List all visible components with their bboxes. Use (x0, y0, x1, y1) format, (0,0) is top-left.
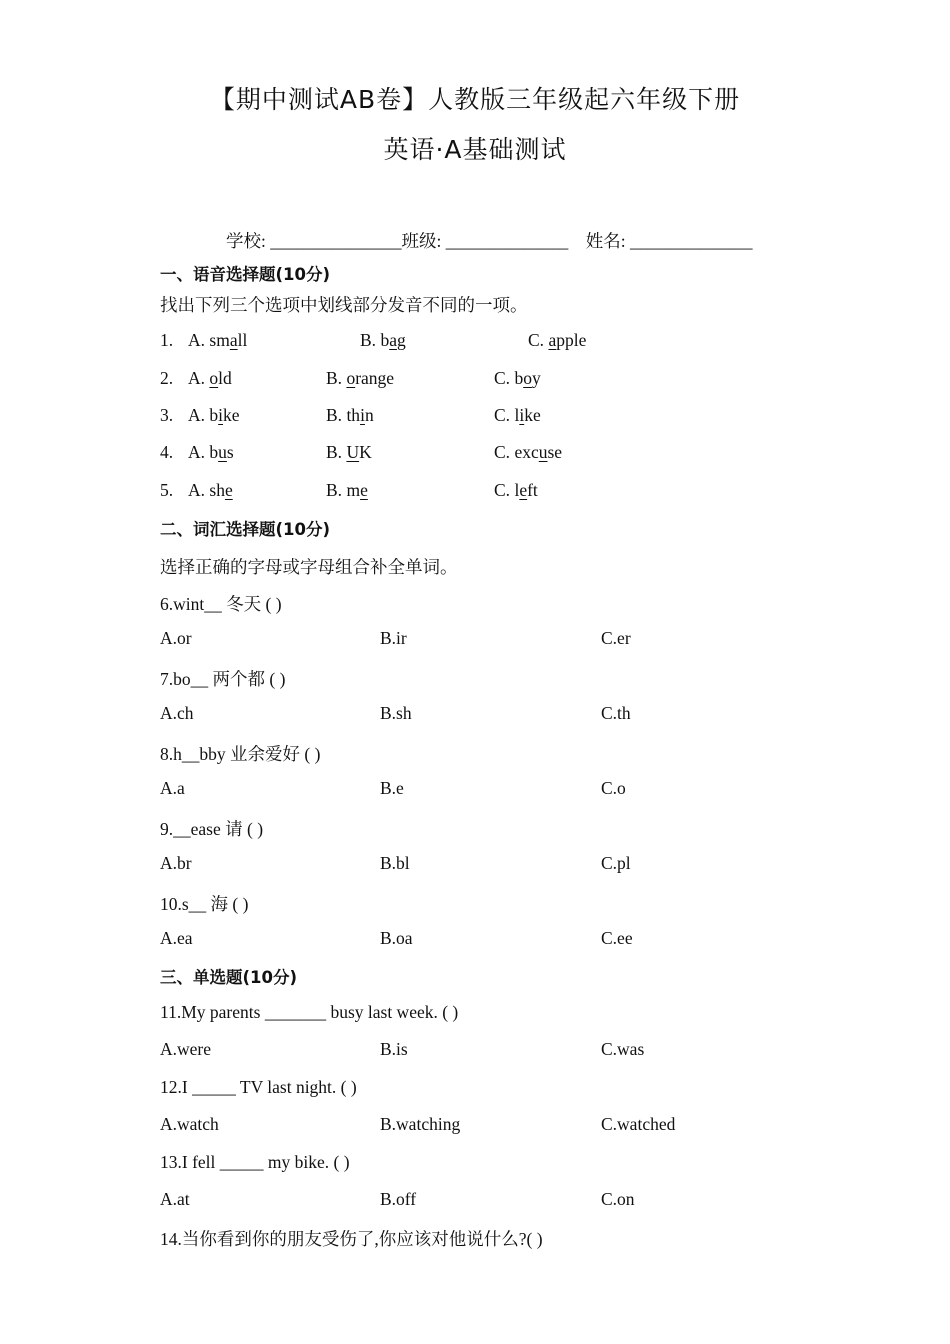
section-3-heading: 三、单选题(10分) (160, 968, 298, 987)
vocab-question-stem: 10.s__ 海 ( ) (160, 894, 249, 914)
word-part: K (359, 442, 372, 462)
underlined-letters: o (523, 368, 532, 388)
option-label: B. (326, 368, 347, 388)
option-b[interactable] (326, 480, 368, 501)
vocab-question-stem: 9.__ease 请 ( ) (160, 819, 264, 839)
section-2-heading: 二、词汇选择题(10分) (160, 520, 331, 539)
class-blank[interactable]: ______________ (445, 231, 569, 251)
word-part: sh (209, 480, 225, 500)
underlined-letters: u (218, 442, 227, 462)
option-a[interactable]: A.watch (160, 1114, 219, 1134)
vocab-question-stem: 7.bo__ 两个都 ( ) (160, 669, 286, 689)
option-label: A. (188, 405, 210, 425)
option-c[interactable]: C.th (601, 703, 631, 723)
word-part: pple (556, 330, 587, 350)
option-a[interactable] (188, 330, 247, 351)
word-part: b (209, 442, 219, 462)
underlined-letters: a (389, 330, 397, 350)
option-a[interactable] (188, 368, 232, 389)
underlined-letters: i (519, 405, 525, 425)
vocab-options-row (160, 628, 860, 652)
school-blank[interactable]: _______________ (270, 231, 402, 251)
underlined-letters: u (538, 442, 548, 462)
phonics-question-row (160, 442, 860, 466)
vocab-options-row (160, 778, 860, 802)
word-part: range (355, 368, 395, 388)
option-c[interactable]: C.pl (601, 853, 631, 873)
word-part: se (547, 442, 563, 462)
question-14-stem: 14.当你看到你的朋友受伤了,你应该对他说什么?( ) (160, 1229, 543, 1249)
option-a[interactable]: A.ea (160, 928, 193, 948)
class-label: 班级: (401, 231, 442, 251)
option-label: A. (188, 330, 210, 350)
underlined-letters: e (224, 480, 233, 500)
choice-question-stem: 13.I fell _____ my bike. ( ) (160, 1152, 350, 1172)
word-part: th (346, 405, 361, 425)
option-a[interactable] (188, 405, 240, 426)
option-b[interactable]: B.ir (380, 628, 407, 648)
word-part: ll (237, 330, 248, 350)
word-part: s (226, 442, 234, 462)
option-label: C. (494, 405, 515, 425)
underlined-letters: o (209, 368, 219, 388)
choice-options-row (160, 1114, 860, 1138)
option-a[interactable]: A.or (160, 628, 192, 648)
option-c[interactable] (494, 405, 541, 426)
name-blank[interactable]: ______________ (630, 231, 753, 251)
option-b[interactable]: B.bl (380, 853, 410, 873)
option-label: B. (326, 480, 347, 500)
vocab-options-row (160, 928, 860, 952)
option-b[interactable] (326, 405, 374, 426)
option-label: C. (494, 442, 515, 462)
option-label: A. (188, 480, 210, 500)
option-b[interactable]: B.e (380, 778, 404, 798)
option-label: A. (188, 368, 210, 388)
option-b[interactable] (326, 368, 394, 389)
underlined-letters: i (360, 405, 365, 425)
underlined-letters: o (346, 368, 356, 388)
question-number: 1. (160, 330, 174, 350)
vocab-question-stem: 6.wint__ 冬天 ( ) (160, 594, 282, 614)
option-c[interactable]: C.on (601, 1189, 635, 1209)
word-part: l (514, 480, 520, 500)
title-line-1: 【期中测试AB卷】人教版三年级起六年级下册 (209, 85, 741, 114)
section-1-heading: 一、语音选择题(10分) (160, 265, 331, 284)
phonics-question-row (160, 405, 860, 429)
title-line-2: 英语·A基础测试 (383, 135, 567, 164)
choice-options-row (160, 1189, 860, 1213)
option-label: B. (326, 442, 347, 462)
option-c[interactable]: C.ee (601, 928, 633, 948)
option-label: B. (326, 405, 347, 425)
word-part: b (209, 405, 219, 425)
word-part: b (514, 368, 524, 388)
word-part: g (396, 330, 406, 350)
word-part: ke (524, 405, 541, 425)
phonics-question-row (160, 480, 860, 504)
word-part: sm (209, 330, 230, 350)
option-label: A. (188, 442, 210, 462)
option-a[interactable]: A.br (160, 853, 192, 873)
option-label: C. (494, 480, 515, 500)
underlined-letters: e (519, 480, 528, 500)
vocab-options-row (160, 703, 860, 727)
word-part: ke (223, 405, 240, 425)
option-c[interactable] (528, 330, 586, 351)
question-number: 3. (160, 405, 174, 425)
underlined-letters: a (229, 330, 238, 350)
word-part: m (346, 480, 361, 500)
choice-options-row (160, 1039, 860, 1063)
school-label: 学校: (226, 231, 266, 251)
option-c[interactable] (494, 442, 562, 463)
option-b[interactable]: B.oa (380, 928, 413, 948)
word-part: exc (514, 442, 539, 462)
section-2-instruction: 选择正确的字母或字母组合补全单词。 (160, 557, 458, 577)
section-1-instruction: 找出下列三个选项中划线部分发音不同的一项。 (160, 295, 528, 315)
option-a[interactable]: A.at (160, 1189, 190, 1209)
option-a[interactable]: A.ch (160, 703, 194, 723)
phonics-question-row (160, 368, 860, 392)
word-part: y (531, 368, 541, 388)
underlined-letters: U (346, 442, 360, 462)
option-c[interactable]: C.was (601, 1039, 645, 1059)
option-b[interactable] (326, 442, 372, 463)
word-part: l (514, 405, 520, 425)
name-label: 姓名: (585, 231, 626, 251)
option-c[interactable]: C.watched (601, 1114, 676, 1134)
underlined-letters: a (548, 330, 557, 350)
option-b[interactable]: B.sh (380, 703, 412, 723)
option-b[interactable] (360, 330, 406, 351)
option-b[interactable]: B.watching (380, 1114, 461, 1134)
vocab-question-stem: 8.h__bby 业余爱好 ( ) (160, 744, 321, 764)
choice-question-stem: 12.I _____ TV last night. ( ) (160, 1077, 357, 1097)
option-label: C. (528, 330, 549, 350)
word-part: ft (527, 480, 538, 500)
option-a[interactable] (188, 442, 234, 463)
choice-question-stem: 11.My parents _______ busy last week. ( ) (160, 1002, 459, 1022)
option-c[interactable] (494, 368, 541, 389)
option-label: C. (494, 368, 515, 388)
word-part: b (380, 330, 390, 350)
option-a[interactable]: A.were (160, 1039, 212, 1059)
phonics-question-row (160, 330, 860, 354)
option-a[interactable]: A.a (160, 778, 185, 798)
option-c[interactable]: C.er (601, 628, 631, 648)
question-number: 5. (160, 480, 174, 500)
student-info-header (226, 228, 753, 253)
underlined-letters: i (218, 405, 224, 425)
option-c[interactable]: C.o (601, 778, 626, 798)
option-c[interactable] (494, 480, 538, 501)
word-part: n (364, 405, 374, 425)
option-a[interactable] (188, 480, 233, 501)
question-number: 4. (160, 442, 174, 462)
option-b[interactable]: B.off (380, 1189, 417, 1209)
vocab-options-row (160, 853, 860, 877)
word-part: ld (218, 368, 232, 388)
option-b[interactable]: B.is (380, 1039, 408, 1059)
question-number: 2. (160, 368, 174, 388)
option-label: B. (360, 330, 381, 350)
underlined-letters: e (360, 480, 368, 500)
